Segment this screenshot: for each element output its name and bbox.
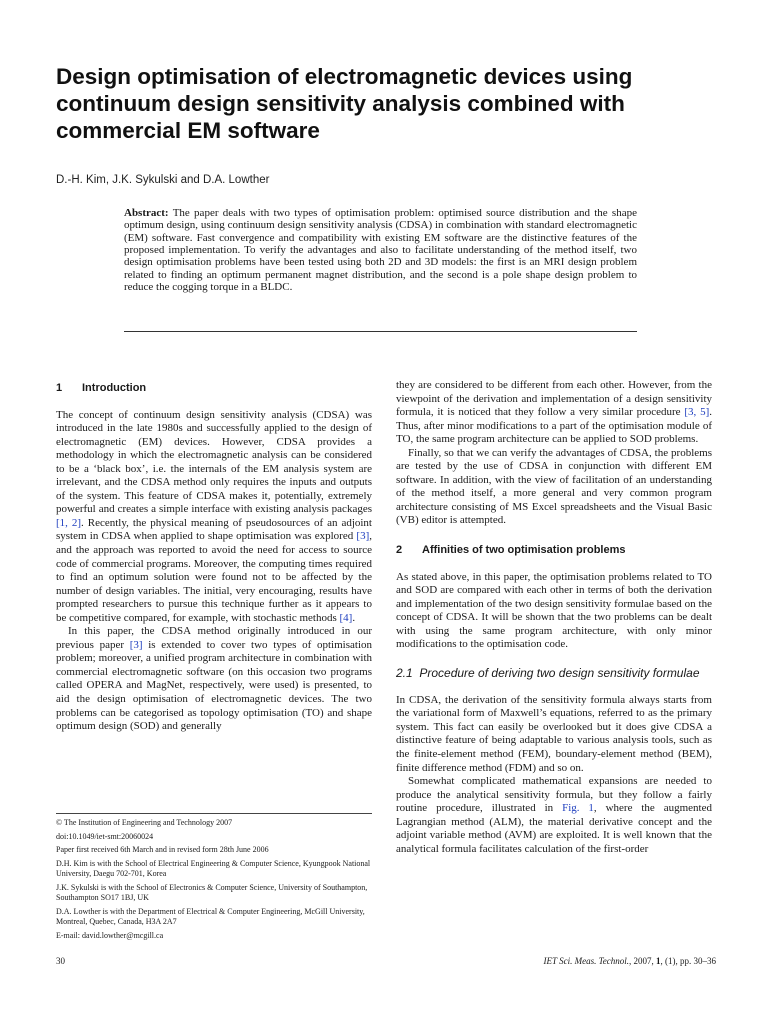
- citation-link[interactable]: [1, 2]: [56, 516, 82, 529]
- email-note: E-mail: david.lowther@mcgill.ca: [56, 930, 164, 940]
- section-2-title: Affinities of two optimisation problems: [422, 544, 626, 557]
- section-2-paragraph: As stated above, in this paper, the optimisation problems related to TO and SOD are compared with each other in terms of both the derivation and implementation of the two design sensitivity formulae based on the concept of CDSA. It will be shown that the two problems can be dealt with using the same program architecture, with only minor modifications to the optimisation code.: [396, 570, 712, 651]
- intro-paragraph-1: [56, 409, 372, 626]
- journal-volume: 1: [656, 956, 661, 966]
- right-column: [396, 379, 712, 856]
- subsection-2-1-heading: [396, 666, 712, 680]
- intro-paragraph-2: [56, 625, 372, 733]
- section-2-heading: [396, 544, 712, 558]
- text-run: Somewhat complicated mathematical expansions are needed to produce the analytical sensitivity formula, but they follow a fairly routine procedure, illustrated in: [396, 775, 712, 815]
- citation-link[interactable]: [3, 5]: [684, 406, 710, 419]
- abstract-text: The paper deals with two types of optimisation problem: optimised source distribution and the shape optimum design, using continuum design sensitivity analysis (CDSA) in combination with standard electromagnetic (EM) software. Fast convergence and compatibility with existing EM software are the distinctive features of the proposed implementation. To verify the advantages and also to facilitate understanding of the method itself, two design optimisation problems have been tested using both 2D and 3D models: the first is an MRI design problem related to finding an optimum permanent magnet distribution, and the second is a pole shape design problem to reduce the cogging torque in a BLDC.: [124, 207, 637, 294]
- citation-link[interactable]: [4]: [339, 611, 353, 624]
- subsection-2-1-paragraph-2: [396, 775, 712, 856]
- journal-name: IET Sci. Meas. Technol.: [543, 956, 629, 966]
- text-run: .: [352, 611, 356, 624]
- text-run: . Recently, the physical meaning of pseudosources of an adjoint system in CDSA when applied to shape optimisation was explored: [56, 516, 372, 543]
- paper-title: Design optimisation of electromagnetic devices using continuum design sensitivity analysis combined with commercial EM software: [56, 64, 633, 143]
- subsection-2-1-title: Procedure of deriving two design sensitivity formulae: [419, 665, 700, 680]
- section-1-title: Introduction: [82, 382, 147, 394]
- author-list: D.-H. Kim, J.K. Sykulski and D.A. Lowther: [56, 174, 270, 186]
- text-run: , where the augmented Lagrangian method (ALM), the material derivative concept and the adjoint variable method (AVM) are exploited. It is well known that the analytical formula facilitates calculation of the first-order: [396, 802, 712, 855]
- intro-paragraph-4: Finally, so that we can verify the advantages of CDSA, the problems are tested by the use of CDSA in conjunction with different EM software. In addition, with the view of facilitation of an understanding of the method itself, a more general and very common program architecture consisting of MS Excel spreadsheets and the Visual Basic (VB) editor is attempted.: [396, 446, 712, 527]
- received-note: Paper first received 6th March and in revised form 28th June 2006: [56, 845, 269, 855]
- affiliation-kim: D.H. Kim is with the School of Electrical Engineering & Computer Science, Kyungpook National University, Daegu 702-701, Korea: [56, 859, 371, 879]
- subsection-2-1-number: 2.1: [396, 665, 413, 680]
- abstract-label: Abstract:: [124, 207, 169, 219]
- citation-text: , 2007,: [629, 956, 656, 966]
- section-2-number: 2: [396, 544, 403, 557]
- section-1-heading: [56, 382, 372, 396]
- intro-paragraph-3: [396, 379, 712, 447]
- abstract-divider: [124, 331, 637, 332]
- page-number: 30: [56, 956, 65, 966]
- copyright-note: © The Institution of Engineering and Technology 2007: [56, 818, 233, 827]
- text-run: . Thus, after minor modifications to a part of the optimisation module of TO, the same program architecture can be applied to SOD problems.: [396, 406, 712, 446]
- text-run: , and the approach was reported to avoid the need for access to source code of commercial programs. Moreover, the computing times required to find an optimum solution were found not to be affected by the number of design variables. The initial, very encouraging, results have prompted researchers to pursue this technique further as it appears to be competitive compared, for example, with stochastic methods: [56, 530, 372, 624]
- journal-citation: [544, 956, 717, 966]
- text-run: is extended to cover two types of optimisation problem; moreover, a unified program architecture in combination with commercial electromagnetic software (on this occasion two programs called OPERA and MagNet, respectively, were used) is presented, to aid the design optimisation of electromagnetic devices. The two problems can be categorised as topology optimisation (TO) and shape optimum design (SOD) and generally: [56, 638, 372, 733]
- footnotes: [56, 813, 372, 945]
- affiliation-sykulski: J.K. Sykulski is with the School of Electronics & Computer Science, University of Southampton, Southampton SO17 1BJ, UK: [56, 883, 368, 903]
- citation-text: , (1), pp. 30–36: [660, 956, 716, 966]
- text-run: The concept of continuum design sensitivity analysis (CDSA) was introduced in the late 1980s and successfully applied to the design of electromagnetic (EM) devices. However, CDSA provides a methodology in which the electromagnetic analysis can be considered to be a ‘black box’, i.e. the internals of the EM analysis system are irrelevant, and the CDSA method only requires the inputs and outputs of the system. This feature of CDSA makes it, potentially, extremely powerful and creates a simple interface with existing analysis packages: [56, 408, 372, 516]
- section-1-number: 1: [56, 382, 63, 394]
- affiliation-lowther: D.A. Lowther is with the Department of Electrical & Computer Engineering, McGill University, Montreal, Quebec, Canada, H3A 2A7: [56, 906, 365, 927]
- doi-note: doi:10.1049/iet-smt:20060024: [56, 831, 154, 841]
- figure-link[interactable]: Fig. 1: [562, 802, 594, 815]
- citation-link[interactable]: [3]: [129, 638, 143, 651]
- text-run: In this paper, the CDSA method originally introduced in our previous paper: [56, 625, 372, 651]
- subsection-2-1-paragraph-1: In CDSA, the derivation of the sensitivity formula always starts from the variational form of Maxwell’s equations, referred to as the primary system. This fact can easily be overlooked but it does give CDSA a distinctive feature of being adaptable to various analysis tools, such as the finite-element method (FEM), boundary-element method (BEM), finite difference method (FDM) and so on.: [396, 693, 712, 774]
- text-run: they are considered to be different from each other. However, from the viewpoint of the derivation and implementation of a design sensitivity formula, it is noticed that they follow a very similar procedure: [396, 379, 712, 419]
- abstract: [124, 207, 637, 293]
- left-column: [56, 379, 372, 734]
- citation-link[interactable]: [3]: [356, 530, 370, 543]
